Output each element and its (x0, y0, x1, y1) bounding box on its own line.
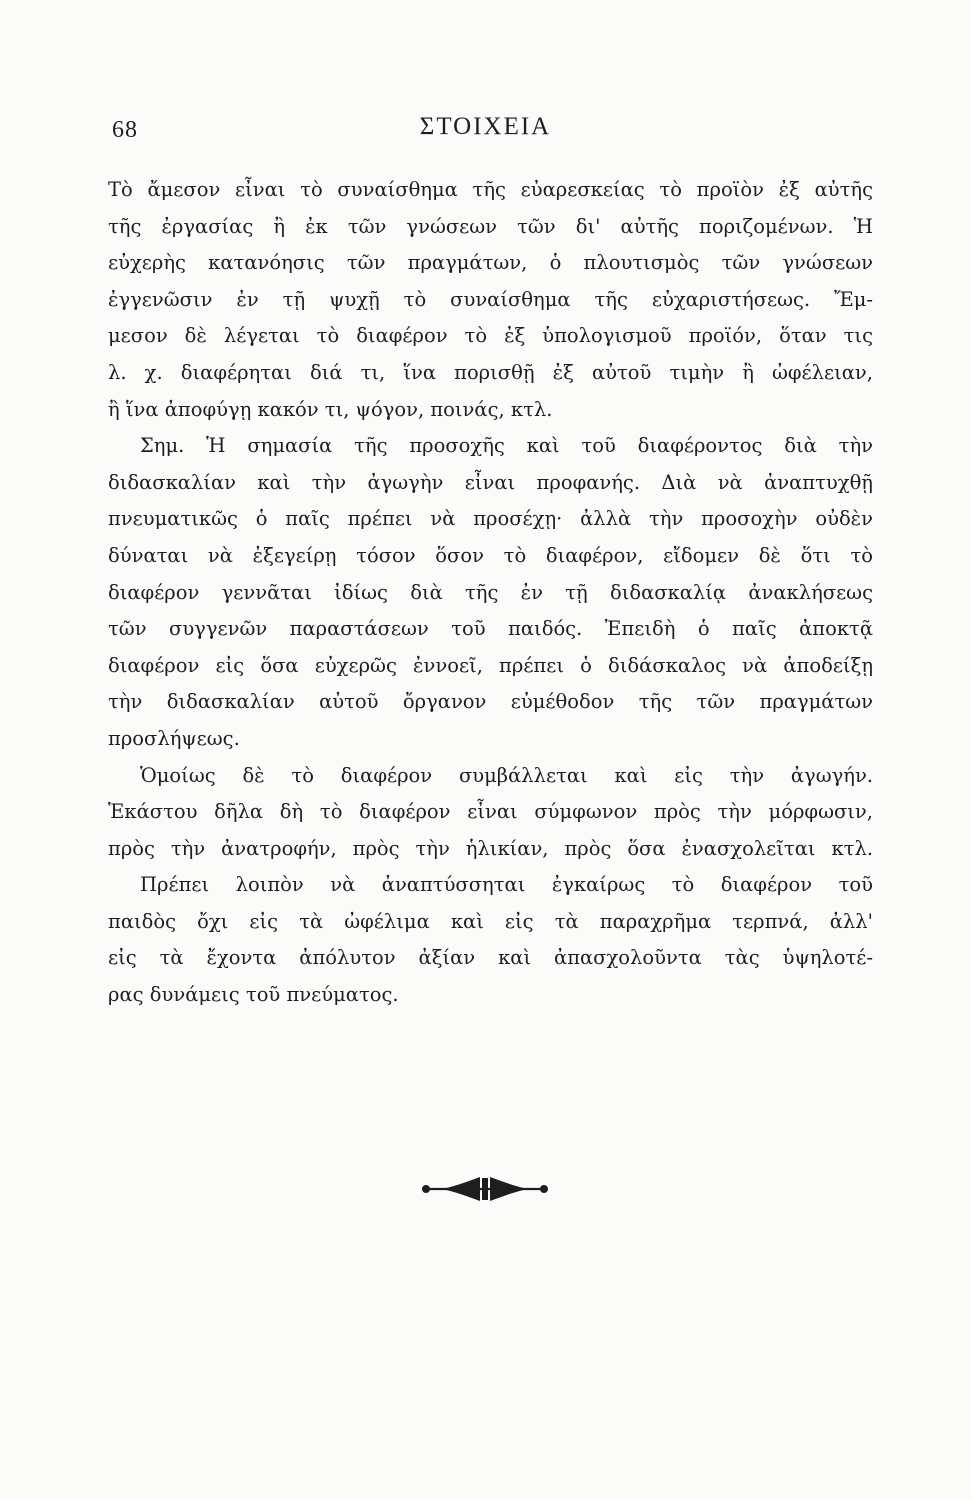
note-line: διαφέρον γεννᾶται ἰδίως διὰ τῆς ἐν τῇ διδασκαλίᾳ ἀνακλήσεως (108, 580, 873, 604)
note-line: Σημ. Ἡ σημασία τῆς προσοχῆς καὶ τοῦ διαφέροντος διὰ τὴν (140, 434, 873, 458)
text-line: παιδὸς ὄχι εἰς τὰ ὠφέλιμα καὶ εἰς τὰ παραχρῆμα τερπνά, ἀλλ' (108, 909, 873, 933)
note-line: τὴν διδασκαλίαν αὐτοῦ ὄργανον εὐμέθοδον τῆς τῶν πραγμάτων (108, 690, 873, 714)
text-line: πρὸς τὴν ἀνατροφήν, πρὸς τὴν ἡλικίαν, πρὸς ὅσα ἐνασχολεῖται κτλ. (108, 836, 873, 860)
text-line: Τὸ ἄμεσον εἶναι τὸ συναίσθημα τῆς εὐαρεσκείας τὸ προϊὸν ἐξ αὐτῆς (108, 178, 873, 201)
page-number: 68 (112, 117, 138, 143)
note-line: πνευματικῶς ὁ παῖς πρέπει νὰ προσέχῃ· ἀλλὰ τὴν προσοχὴν οὐδὲν (108, 507, 873, 531)
text-line: εἰς τὰ ἔχοντα ἀπόλυτον ἀξίαν καὶ ἀπασχολοῦντα τὰς ὑψηλοτέ- (108, 946, 873, 970)
text-line: Πρέπει λοιπὸν νὰ ἀναπτύσσηται ἐγκαίρως τὸ διαφέρον τοῦ (140, 873, 873, 897)
text-line: ρας δυνάμεις τοῦ πνεύματος. (108, 983, 399, 1007)
text-line: ἐγγενῶσιν ἐν τῇ ψυχῇ τὸ συναίσθημα τῆς εὐχαριστήσεως. Ἔμ- (108, 287, 873, 311)
text-line: ἢ ἵνα ἀποφύγῃ κακόν τι, ψόγον, ποινάς, κτλ. (108, 397, 553, 421)
ornament-shape (422, 1177, 548, 1201)
text-line: τῆς ἐργασίας ἢ ἐκ τῶν γνώσεων τῶν δι' αὐτῆς ποριζομένων. Ἡ (108, 214, 873, 238)
text-line: μεσον δὲ λέγεται τὸ διαφέρον τὸ ἐξ ὑπολογισμοῦ προϊόν, ὅταν τις (108, 324, 873, 348)
note-line: προσλήψεως. (108, 726, 240, 750)
text-line: εὐχερὴς κατανόησις τῶν πραγμάτων, ὁ πλουτισμὸς τῶν γνώσεων (108, 251, 873, 275)
text-line: Ὁμοίως δὲ τὸ διαφέρον συμβάλλεται καὶ εἰς τὴν ἀγωγήν. (140, 763, 873, 787)
note-line: τῶν συγγενῶν παραστάσεων τοῦ παιδός. Ἐπειδὴ ὁ παῖς ἀποκτᾷ (108, 617, 873, 641)
text-line: Ἑκάστου δῆλα δὴ τὸ διαφέρον εἶναι σύμφωνον πρὸς τὴν μόρφωσιν, (108, 800, 873, 824)
text-line: λ. χ. διαφέρηται διά τι, ἵνα πορισθῇ ἐξ αὐτοῦ τιμὴν ἢ ὠφέλειαν, (108, 360, 873, 384)
note-line: δύναται νὰ ἐξεγείρῃ τόσον ὅσον τὸ διαφέρον, εἴδομεν δὲ ὅτι τὸ (108, 543, 873, 567)
note-line: διαφέρον εἰς ὅσα εὐχερῶς ἐννοεῖ, πρέπει ὁ διδάσκαλος νὰ ἀποδείξῃ (108, 653, 873, 677)
tailpiece-ornament-icon (420, 1172, 550, 1206)
running-title: ΣΤΟΙΧΕΙΑ (419, 113, 552, 140)
body-text (108, 172, 873, 1014)
note-line: διδασκαλίαν καὶ τὴν ἀγωγὴν εἶναι προφανής. Διὰ νὰ ἀναπτυχθῇ (108, 470, 873, 494)
